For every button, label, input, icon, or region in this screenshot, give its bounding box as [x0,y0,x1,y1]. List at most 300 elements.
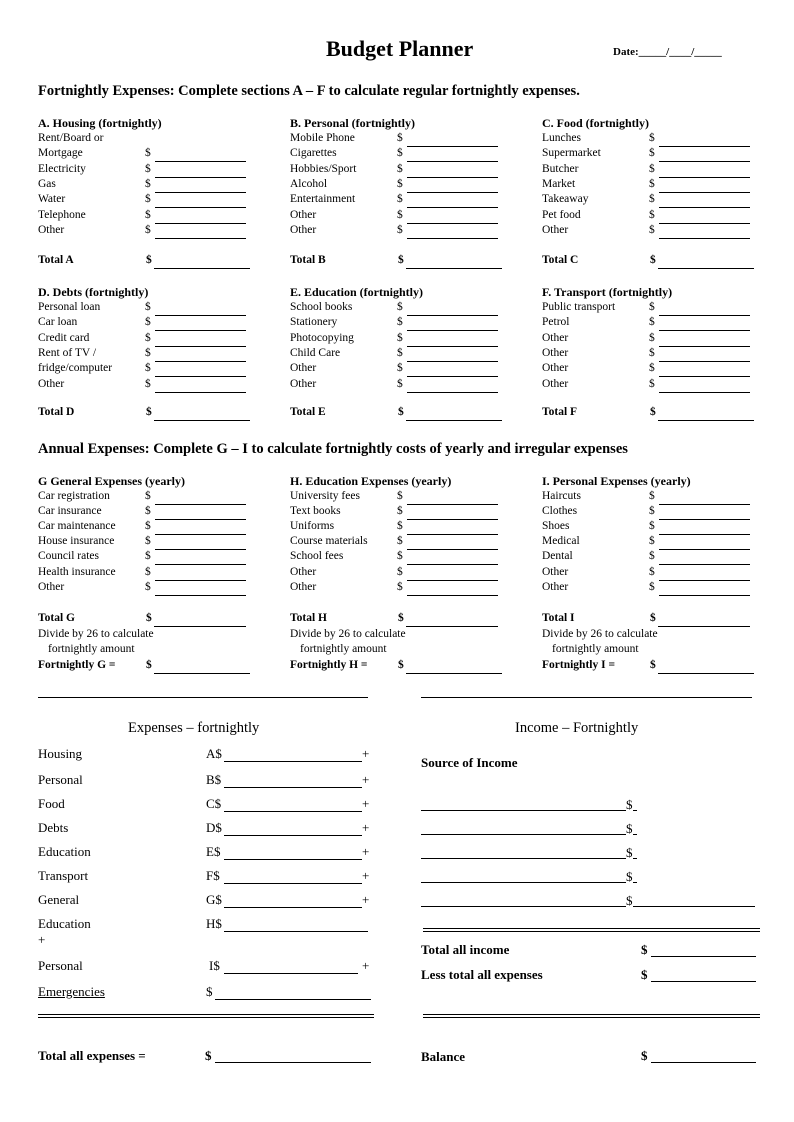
section-h-item-label: Text books [290,505,341,518]
section-d-item-label: fridge/computer [38,362,113,375]
section-a-title: A. Housing (fortnightly) [38,116,162,130]
section-d-total-currency: $ [146,406,152,418]
section-c-item-label: Pet food [542,208,581,221]
section-e-total-field[interactable] [406,420,502,421]
section-g-item-field[interactable] [155,580,246,581]
section-e-item-label: Stationery [290,316,338,329]
section-g-fortnightly-label: Fortnightly G = [38,659,116,671]
section-a-item-label: Mortgage [38,147,83,160]
section-h-fortnightly-currency: $ [398,659,404,671]
section-a-item-currency: $ [145,162,151,175]
section-i-item-currency: $ [649,490,655,502]
section-b-item-label: Cigarettes [290,147,337,160]
income-source-currency: $ [626,893,633,908]
section-a-total-currency: $ [146,254,152,266]
section-f-title: F. Transport (fortnightly) [542,285,673,299]
section-f-item-field[interactable] [659,330,750,331]
expense-summary-plus: + [362,746,370,761]
section-d-item-field[interactable] [155,392,246,393]
section-c-item-field[interactable] [659,238,750,239]
section-i-item-label: Shoes [542,520,570,533]
section-c-item-field[interactable] [659,161,750,162]
section-d-item-label: Car loan [38,316,78,329]
total-income-label: Total all income [421,942,510,957]
section-b-item-currency: $ [397,193,403,206]
section-f-total-label: Total F [542,406,578,418]
section-b-total-label: Total B [290,254,326,266]
section-h-item-label: School fees [290,550,344,563]
section-g-item-field[interactable] [155,595,246,596]
expense-summary-field[interactable] [224,973,358,974]
section-i-item-label: Medical [542,535,580,548]
section-i-fortnightly-field[interactable] [658,673,754,674]
expense-summary-label: Education [38,916,91,931]
section-f-item-label: Other [542,377,569,390]
section-e-item-currency: $ [397,362,403,375]
section-h-title: H. Education Expenses (yearly) [290,474,452,488]
section-f-total-currency: $ [650,406,656,418]
section-a-item-label: Rent/Board or [38,132,104,144]
section-e-item-currency: $ [397,331,403,344]
section-f-item-field[interactable] [659,361,750,362]
section-e-item-label: Other [290,377,317,390]
section-e-item-currency: $ [397,301,403,313]
section-c-item-currency: $ [649,132,655,144]
section-f-item-label: Public transport [542,301,616,313]
section-i-divide-note: Divide by 26 to calculate [542,628,658,640]
section-h-item-label: Uniforms [290,520,335,533]
section-b-item-field[interactable] [407,223,498,224]
section-c-item-currency: $ [649,162,655,175]
section-g-total-label: Total G [38,612,75,624]
section-b-item-field[interactable] [407,238,498,239]
section-h-item-field[interactable] [407,534,498,535]
section-g-item-label: Health insurance [38,565,116,578]
section-i-divide-note-2: fortnightly amount [552,643,639,655]
section-b-item-currency: $ [397,132,403,144]
section-a-item-label: Telephone [38,208,86,221]
section-h-item-currency: $ [397,535,403,548]
section-f-item-label: Other [542,346,569,359]
section-h-total-field[interactable] [406,626,498,627]
section-e-item-label: Photocopying [290,331,354,344]
section-c-item-field[interactable] [659,223,750,224]
section-d-total-field[interactable] [154,420,250,421]
section-b-title: B. Personal (fortnightly) [290,116,415,130]
expense-summary-field[interactable] [224,787,362,788]
section-i-item-currency: $ [649,520,655,533]
section-b-item-field[interactable] [407,146,498,147]
expense-summary-label: Transport [38,868,89,883]
balance-double-rule [423,1014,760,1018]
section-c-item-currency: $ [649,147,655,160]
section-e-total-currency: $ [398,406,404,418]
section-c-total-label: Total C [542,254,579,266]
expense-summary-code: B$ [206,772,222,787]
section-i-item-label: Other [542,565,569,578]
section-h-fortnightly-label: Fortnightly H = [290,659,368,671]
section-d-item-currency: $ [145,346,151,359]
expense-summary-field[interactable] [224,883,362,884]
source-of-income-label: Source of Income [421,755,518,770]
expense-summary-code: G$ [206,892,222,907]
expense-summary-code: A$ [206,746,222,761]
expense-summary-label: Education [38,844,91,859]
section-a-total-label: Total A [38,254,74,266]
expenses-summary-heading: Expenses – fortnightly [128,720,260,736]
section-f-item-currency: $ [649,331,655,344]
section-h-item-label: University fees [290,490,360,502]
section-i-item-label: Other [542,580,569,593]
section-h-item-field[interactable] [407,595,498,596]
section-a-total-field[interactable] [154,268,250,269]
section-c-title: C. Food (fortnightly) [542,116,649,130]
section-g-item-currency: $ [145,580,151,593]
section-c-total-field[interactable] [658,268,754,269]
section-d-item-currency: $ [145,377,151,390]
section-i-item-label: Dental [542,550,573,563]
section-h-item-currency: $ [397,490,403,502]
section-g-item-field[interactable] [155,564,246,565]
section-c-item-currency: $ [649,223,655,236]
section-e-item-field[interactable] [407,392,498,393]
section-c-item-field[interactable] [659,207,750,208]
section-e-title: E. Education (fortnightly) [290,285,424,299]
expense-summary-label: Housing [38,746,83,761]
section-c-item-currency: $ [649,193,655,206]
section-h-item-currency: $ [397,505,403,518]
section-h-item-label: Course materials [290,535,368,548]
section-i-item-currency: $ [649,505,655,518]
section-i-item-label: Haircuts [542,490,581,502]
section-h-item-currency: $ [397,550,403,563]
section-d-item-label: Credit card [38,331,90,344]
section-g-item-currency: $ [145,505,151,518]
section-g-item-label: Car insurance [38,505,102,518]
section-i-fortnightly-label: Fortnightly I = [542,659,615,671]
section-d-item-field[interactable] [155,315,246,316]
section-b-item-label: Mobile Phone [290,132,355,144]
section-b-item-field[interactable] [407,177,498,178]
expense-summary-plus: + [362,796,370,811]
section-f-item-currency: $ [649,301,655,313]
expense-summary-field[interactable] [224,907,362,908]
income-amount-field[interactable] [633,882,637,883]
section-b-item-field[interactable] [407,161,498,162]
section-f-item-currency: $ [649,346,655,359]
income-amount-field[interactable] [633,906,755,907]
section-g-item-label: Car registration [38,490,110,502]
section-g-item-currency: $ [145,550,151,563]
section-g-item-label: Council rates [38,550,99,563]
section-i-item-currency: $ [649,550,655,563]
section-a-item-currency: $ [145,147,151,160]
section-f-item-field[interactable] [659,392,750,393]
section-d-item-currency: $ [145,362,151,375]
income-source-field[interactable] [421,882,626,883]
section-g-divide-note-2: fortnightly amount [48,643,135,655]
divider-right [421,697,752,698]
section-h-item-currency: $ [397,565,403,578]
section-c-item-label: Supermarket [542,147,601,160]
section-g-item-currency: $ [145,520,151,533]
section-e-item-field[interactable] [407,361,498,362]
section-g-total-field[interactable] [154,626,246,627]
section-h-item-label: Other [290,565,317,578]
section-f-item-currency: $ [649,377,655,390]
expense-summary-code: H$ [206,916,222,931]
less-expenses-currency: $ [641,967,648,982]
expense-summary-label: Personal [38,772,83,787]
section-b-item-currency: $ [397,162,403,175]
section-f-item-field[interactable] [659,376,750,377]
income-amount-field[interactable] [633,834,637,835]
section-g-total-currency: $ [146,612,152,624]
expense-summary-plus: + [38,932,46,947]
expense-summary-field[interactable] [224,931,368,932]
section-i-item-label: Clothes [542,505,578,518]
section-e-item-currency: $ [397,377,403,390]
section-g-item-field[interactable] [155,504,246,505]
section-g-item-currency: $ [145,565,151,578]
section-a-item-label: Water [38,193,66,206]
expense-summary-label: Debts [38,820,69,835]
section-d-total-label: Total D [38,406,75,418]
expense-summary-plus: + [362,820,370,835]
total-expenses-label: Total all expenses = [38,1048,146,1063]
section-f-item-field[interactable] [659,346,750,347]
income-amount-field[interactable] [633,810,637,811]
section-e-item-field[interactable] [407,315,498,316]
section-b-item-currency: $ [397,177,403,190]
section-c-item-field[interactable] [659,177,750,178]
section-g-title: G General Expenses (yearly) [38,474,185,488]
section-d-item-field[interactable] [155,361,246,362]
section-a-item-field[interactable] [155,207,246,208]
section-h-fortnightly-field[interactable] [406,673,502,674]
balance-field[interactable] [651,1062,756,1063]
section-i-total-label: Total I [542,612,575,624]
total-income-currency: $ [641,942,648,957]
expense-summary-code: C$ [206,796,222,811]
section-e-item-currency: $ [397,346,403,359]
section-i-item-field[interactable] [659,504,750,505]
income-source-currency: $ [626,845,633,860]
section-a-item-label: Other [38,223,65,236]
expense-summary-field[interactable] [224,761,362,762]
section-g-item-field[interactable] [155,549,246,550]
expense-summary-plus: + [362,892,370,907]
expense-summary-plus: + [362,844,370,859]
expense-summary-code: F$ [206,868,220,883]
section-a-item-currency: $ [145,177,151,190]
section-f-item-currency: $ [649,316,655,329]
section-i-title: I. Personal Expenses (yearly) [542,474,691,488]
section-h-item-currency: $ [397,580,403,593]
section-e-item-label: School books [290,301,353,313]
section-a-item-currency: $ [145,223,151,236]
section-b-item-field[interactable] [407,192,498,193]
section-h-item-field[interactable] [407,564,498,565]
income-source-currency: $ [626,869,633,884]
section-d-item-field[interactable] [155,346,246,347]
section-c-item-field[interactable] [659,146,750,147]
expense-summary-field[interactable] [224,811,362,812]
expense-summary-label: General [38,892,80,907]
section-e-item-field[interactable] [407,376,498,377]
section-f-item-label: Other [542,362,569,375]
balance-currency: $ [641,1048,648,1063]
section-g-item-field[interactable] [155,519,246,520]
section-i-item-currency: $ [649,565,655,578]
expense-summary-field[interactable] [215,999,371,1000]
section-d-title: D. Debts (fortnightly) [38,285,149,299]
section-i-item-field[interactable] [659,595,750,596]
section-h-item-field[interactable] [407,549,498,550]
section-d-item-label: Other [38,377,65,390]
section-b-item-label: Other [290,208,317,221]
section-e-item-label: Child Care [290,346,341,359]
section-g-fortnightly-field[interactable] [154,673,250,674]
page-title: Budget Planner [326,36,474,61]
section-e-item-field[interactable] [407,330,498,331]
annual-heading: Annual Expenses: Complete G – I to calculate fortnightly costs of yearly and irregular expenses [38,441,628,457]
section-b-item-label: Hobbies/Sport [290,162,357,175]
section-b-item-label: Alcohol [290,177,328,190]
section-h-divide-note-2: fortnightly amount [300,643,387,655]
section-d-item-label: Rent of TV / [38,346,97,359]
section-e-item-currency: $ [397,316,403,329]
section-h-item-currency: $ [397,520,403,533]
section-d-item-currency: $ [145,331,151,344]
section-c-item-field[interactable] [659,192,750,193]
section-i-item-field[interactable] [659,534,750,535]
date-field[interactable]: Date:_____/____/_____ [613,46,722,58]
income-source-field[interactable] [421,858,626,859]
section-i-total-field[interactable] [658,626,750,627]
balance-label: Balance [421,1049,466,1064]
section-g-item-currency: $ [145,490,151,502]
section-f-item-currency: $ [649,362,655,375]
section-e-total-label: Total E [290,406,326,418]
income-double-rule [423,928,760,932]
section-i-item-field[interactable] [659,519,750,520]
section-a-item-label: Gas [38,177,56,190]
expense-summary-plus: + [362,958,370,973]
section-c-item-label: Other [542,223,569,236]
income-amount-field[interactable] [633,858,637,859]
section-h-item-field[interactable] [407,519,498,520]
section-f-total-field[interactable] [658,420,754,421]
section-h-item-label: Other [290,580,317,593]
section-b-item-label: Other [290,223,317,236]
total-expenses-field[interactable] [215,1062,371,1063]
expense-summary-plus: + [362,772,370,787]
section-f-item-label: Other [542,331,569,344]
section-a-item-field[interactable] [155,161,246,162]
section-d-item-label: Personal loan [38,301,101,313]
less-expenses-field[interactable] [651,981,756,982]
section-e-item-field[interactable] [407,346,498,347]
total-income-field[interactable] [651,956,756,957]
section-g-item-label: House insurance [38,535,115,548]
expense-summary-code: $ [206,984,213,999]
section-h-divide-note: Divide by 26 to calculate [290,628,406,640]
section-i-total-currency: $ [650,612,656,624]
section-a-item-field[interactable] [155,192,246,193]
section-b-item-currency: $ [397,223,403,236]
income-source-field[interactable] [421,834,626,835]
expense-summary-plus: + [362,868,370,883]
income-source-field[interactable] [421,810,626,811]
fortnightly-heading: Fortnightly Expenses: Complete sections A – F to calculate regular fortnightly expenses. [38,83,580,99]
section-c-item-label: Lunches [542,132,581,144]
section-d-item-currency: $ [145,316,151,329]
section-a-item-currency: $ [145,193,151,206]
section-a-item-label: Electricity [38,162,86,175]
section-f-item-field[interactable] [659,315,750,316]
section-c-item-currency: $ [649,177,655,190]
section-a-item-field[interactable] [155,238,246,239]
section-g-fortnightly-currency: $ [146,659,152,671]
expense-summary-label: Emergencies [38,984,105,999]
section-g-item-label: Other [38,580,65,593]
expense-summary-field[interactable] [224,835,362,836]
section-h-item-field[interactable] [407,580,498,581]
section-a-item-field[interactable] [155,223,246,224]
section-c-item-label: Takeaway [542,193,589,206]
section-e-item-label: Other [290,362,317,375]
section-b-total-field[interactable] [406,268,502,269]
section-a-item-field[interactable] [155,177,246,178]
section-i-item-currency: $ [649,580,655,593]
expense-summary-code: E$ [206,844,221,859]
section-f-item-label: Petrol [542,316,570,329]
expense-summary-field[interactable] [224,859,362,860]
section-h-total-label: Total H [290,612,327,624]
section-h-item-field[interactable] [407,504,498,505]
expense-summary-code: I$ [209,958,220,973]
section-i-item-field[interactable] [659,564,750,565]
section-g-item-field[interactable] [155,534,246,535]
section-c-total-currency: $ [650,254,656,266]
section-b-item-label: Entertainment [290,193,356,206]
section-h-total-currency: $ [398,612,404,624]
section-b-item-currency: $ [397,208,403,221]
section-d-item-field[interactable] [155,376,246,377]
section-d-item-currency: $ [145,301,151,313]
section-a-item-currency: $ [145,208,151,221]
income-source-currency: $ [626,797,633,812]
section-c-item-label: Butcher [542,162,579,175]
section-b-item-field[interactable] [407,207,498,208]
section-c-item-label: Market [542,177,576,190]
section-i-item-field[interactable] [659,580,750,581]
less-expenses-label: Less total all expenses [421,967,543,982]
income-summary-heading: Income – Fortnightly [515,720,639,736]
divider-left [38,697,368,698]
section-i-item-field[interactable] [659,549,750,550]
section-g-item-label: Car maintenance [38,520,116,533]
section-i-item-currency: $ [649,535,655,548]
income-source-currency: $ [626,821,633,836]
income-source-field[interactable] [421,906,626,907]
section-d-item-field[interactable] [155,330,246,331]
expenses-double-rule [38,1014,374,1018]
section-i-fortnightly-currency: $ [650,659,656,671]
expense-summary-code: D$ [206,820,222,835]
section-g-divide-note: Divide by 26 to calculate [38,628,154,640]
